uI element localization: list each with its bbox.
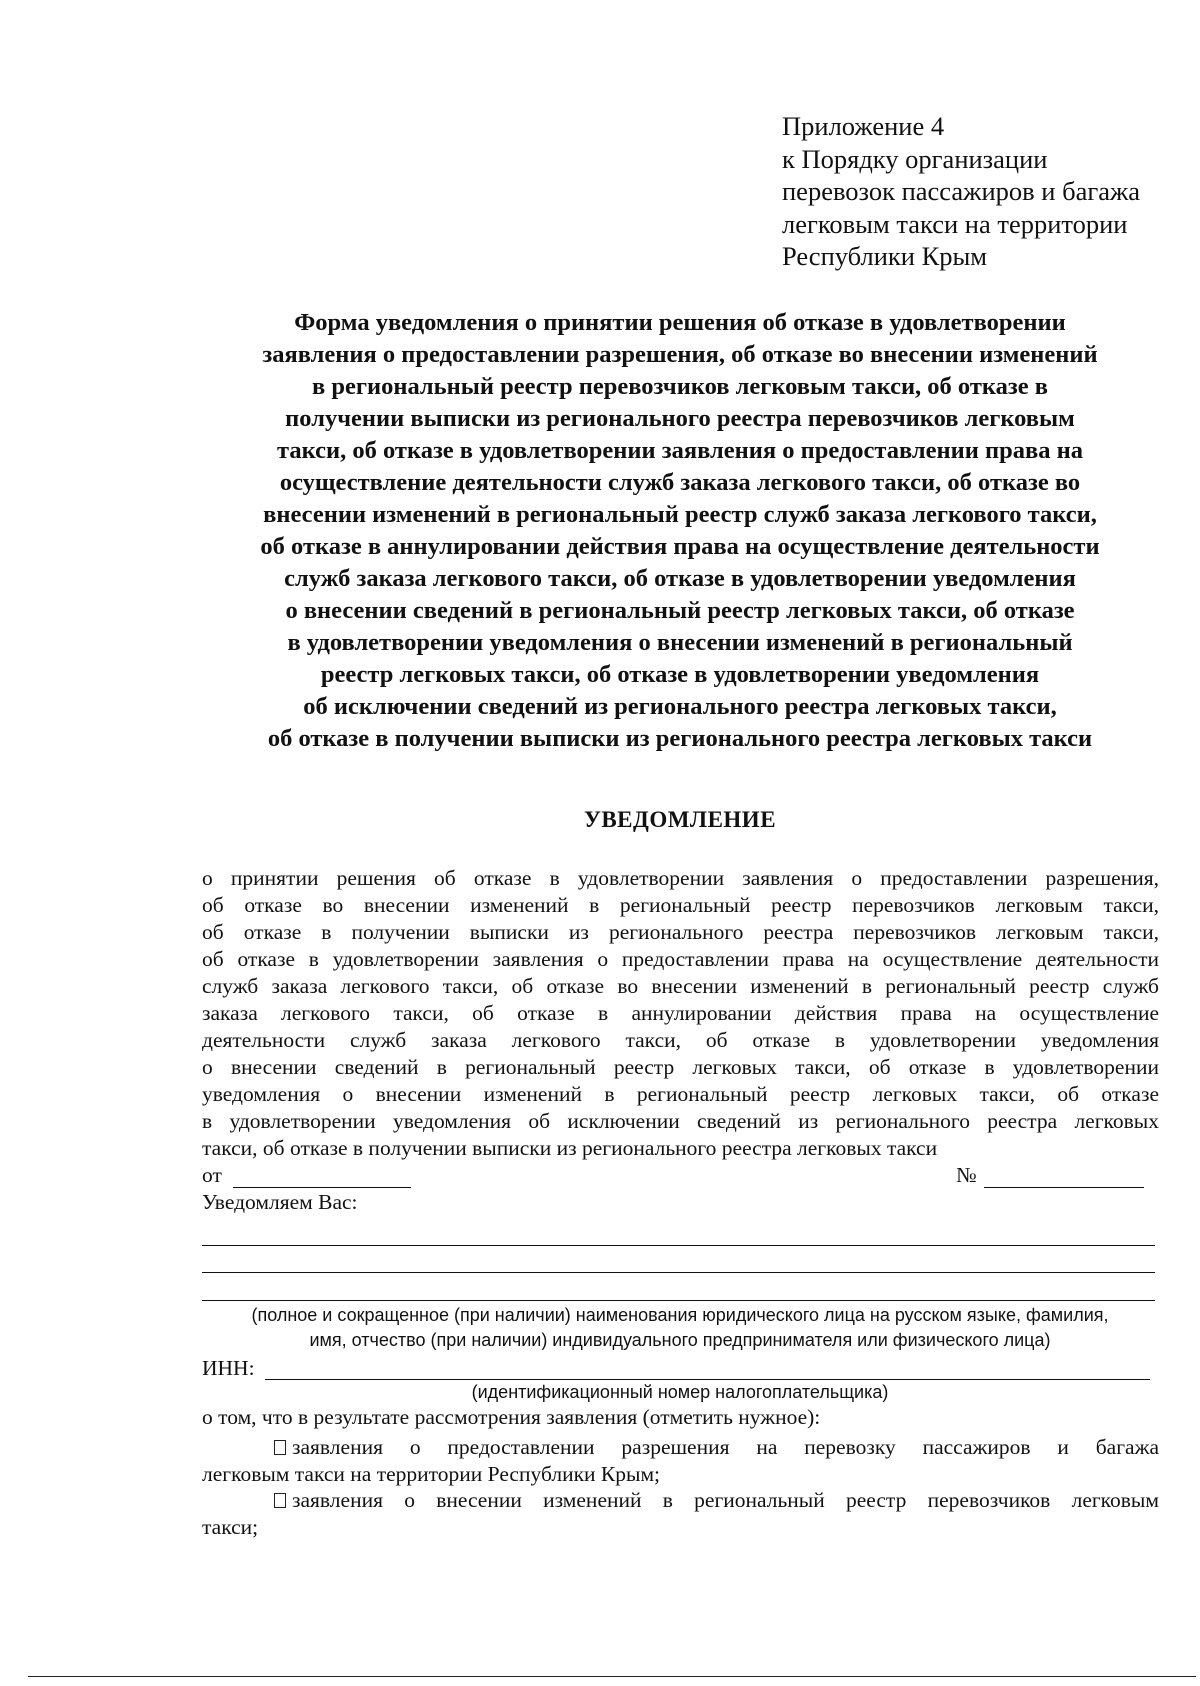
option-1-checkbox[interactable] bbox=[274, 1440, 286, 1455]
appendix-line: к Порядку организации bbox=[782, 143, 1048, 174]
form-title-line: такси, об отказе в удовлетворении заявления о предоставлении права на bbox=[277, 437, 1083, 464]
notify-label: Уведомляем Вас: bbox=[202, 1190, 358, 1214]
option-2-checkbox[interactable] bbox=[274, 1493, 286, 1508]
form-title-line: о внесении сведений в региональный реестр легковых такси, об отказе bbox=[285, 597, 1075, 624]
appendix-line: Республики Крым bbox=[782, 241, 988, 272]
option-1 bbox=[274, 1434, 1159, 1461]
inn-label: ИНН: bbox=[202, 1356, 255, 1380]
notice-body-line: заказа легкового такси, об отказе в аннулировании действия права на осуществление bbox=[202, 1001, 1159, 1025]
form-title-line: внесении изменений в региональный реестр служб заказа легкового такси, bbox=[263, 501, 1097, 528]
appendix-line: перевозок пассажиров и багажа bbox=[782, 176, 1141, 207]
appendix-line: легковым такси на территории bbox=[782, 208, 1128, 239]
notice-body-line: в удовлетворении уведомления об исключении сведений из регионального реестра легковых bbox=[202, 1109, 1159, 1133]
number-field[interactable] bbox=[984, 1187, 1144, 1188]
notice-body-line: такси, об отказе в получении выписки из регионального реестра легковых такси bbox=[202, 1136, 938, 1160]
notice-heading: УВЕДОМЛЕНИЕ bbox=[583, 807, 777, 832]
form-title bbox=[190, 307, 1170, 755]
form-title-line: получении выписки из регионального реестра перевозчиков легковым bbox=[285, 405, 1075, 432]
form-title-line: осуществление деятельности служб заказа легкового такси, об отказе во bbox=[279, 469, 1081, 496]
date-field[interactable] bbox=[233, 1187, 411, 1188]
page-bottom-rule bbox=[28, 1676, 1196, 1677]
notice-body-line: служб заказа легкового такси, об отказе во внесении изменений в региональный реестр служб bbox=[202, 974, 1159, 998]
option-2-text: заявления о внесении изменений в региональный реестр перевозчиков легковым bbox=[292, 1488, 1159, 1512]
recipient-name-line[interactable] bbox=[202, 1300, 1155, 1301]
appendix-line: Приложение 4 bbox=[782, 111, 945, 141]
notice-body-line: об отказе в удовлетворении заявления о предоставлении права на осуществление деятельности bbox=[202, 947, 1159, 971]
inn-caption: (идентификационный номер налогоплательщика) bbox=[471, 1382, 889, 1402]
recipient-name-line[interactable] bbox=[202, 1272, 1155, 1273]
option-1-continuation: легковым такси на территории Республики Крым; bbox=[202, 1462, 661, 1486]
form-title-line: об отказе в получении выписки из регионального реестра легковых такси bbox=[267, 725, 1093, 752]
result-text: о том, что в результате рассмотрения заявления (отметить нужное): bbox=[202, 1405, 821, 1429]
form-title-line: Форма уведомления о принятии решения об отказе в удовлетворении bbox=[294, 309, 1066, 336]
notice-body-line: об отказе во внесении изменений в региональный реестр перевозчиков легковым такси, bbox=[202, 893, 1159, 917]
option-1-text: заявления о предоставлении разрешения на перевозку пассажиров и багажа bbox=[292, 1435, 1159, 1459]
form-title-line: об отказе в аннулировании действия права на осуществление деятельности bbox=[260, 533, 1100, 560]
option-2-continuation: такси; bbox=[202, 1515, 259, 1539]
option-2 bbox=[274, 1487, 1159, 1514]
caption-line: (полное и сокращенное (при наличии) наименования юридического лица на русском языке, фамилия, bbox=[251, 1305, 1109, 1325]
notice-body-line: об отказе в получении выписки из регионального реестра перевозчиков легковым такси, bbox=[202, 920, 1159, 944]
recipient-name-caption bbox=[190, 1303, 1170, 1353]
form-title-line: об исключении сведений из регионального реестра легковых такси, bbox=[303, 693, 1057, 720]
notice-body-line: о внесении сведений в региональный реестр легковых такси, об отказе в удовлетворении bbox=[202, 1055, 1159, 1079]
recipient-name-line[interactable] bbox=[202, 1245, 1155, 1246]
form-title-line: в региональный реестр перевозчиков легковым такси, об отказе в bbox=[312, 373, 1048, 400]
notice-body-line: о принятии решения об отказе в удовлетворении заявления о предоставлении разрешения, bbox=[202, 866, 1159, 890]
form-title-line: в удовлетворении уведомления о внесении изменений в региональный bbox=[287, 629, 1073, 656]
number-label: № bbox=[956, 1163, 977, 1187]
notice-body-line: уведомления о внесении изменений в региональный реестр легковых такси, об отказе bbox=[202, 1082, 1159, 1106]
form-title-line: реестр легковых такси, об отказе в удовлетворении уведомления bbox=[320, 661, 1040, 688]
appendix-reference bbox=[782, 110, 1182, 273]
notice-body-line: деятельности служб заказа легкового такси, об отказе в удовлетворении уведомления bbox=[202, 1028, 1159, 1052]
form-title-line: служб заказа легкового такси, об отказе в удовлетворении уведомления bbox=[284, 565, 1076, 592]
caption-line: имя, отчество (при наличии) индивидуального предпринимателя или физического лица) bbox=[309, 1330, 1051, 1350]
from-label: от bbox=[202, 1163, 222, 1187]
form-title-line: заявления о предоставлении разрешения, об отказе во внесении изменений bbox=[262, 341, 1098, 368]
